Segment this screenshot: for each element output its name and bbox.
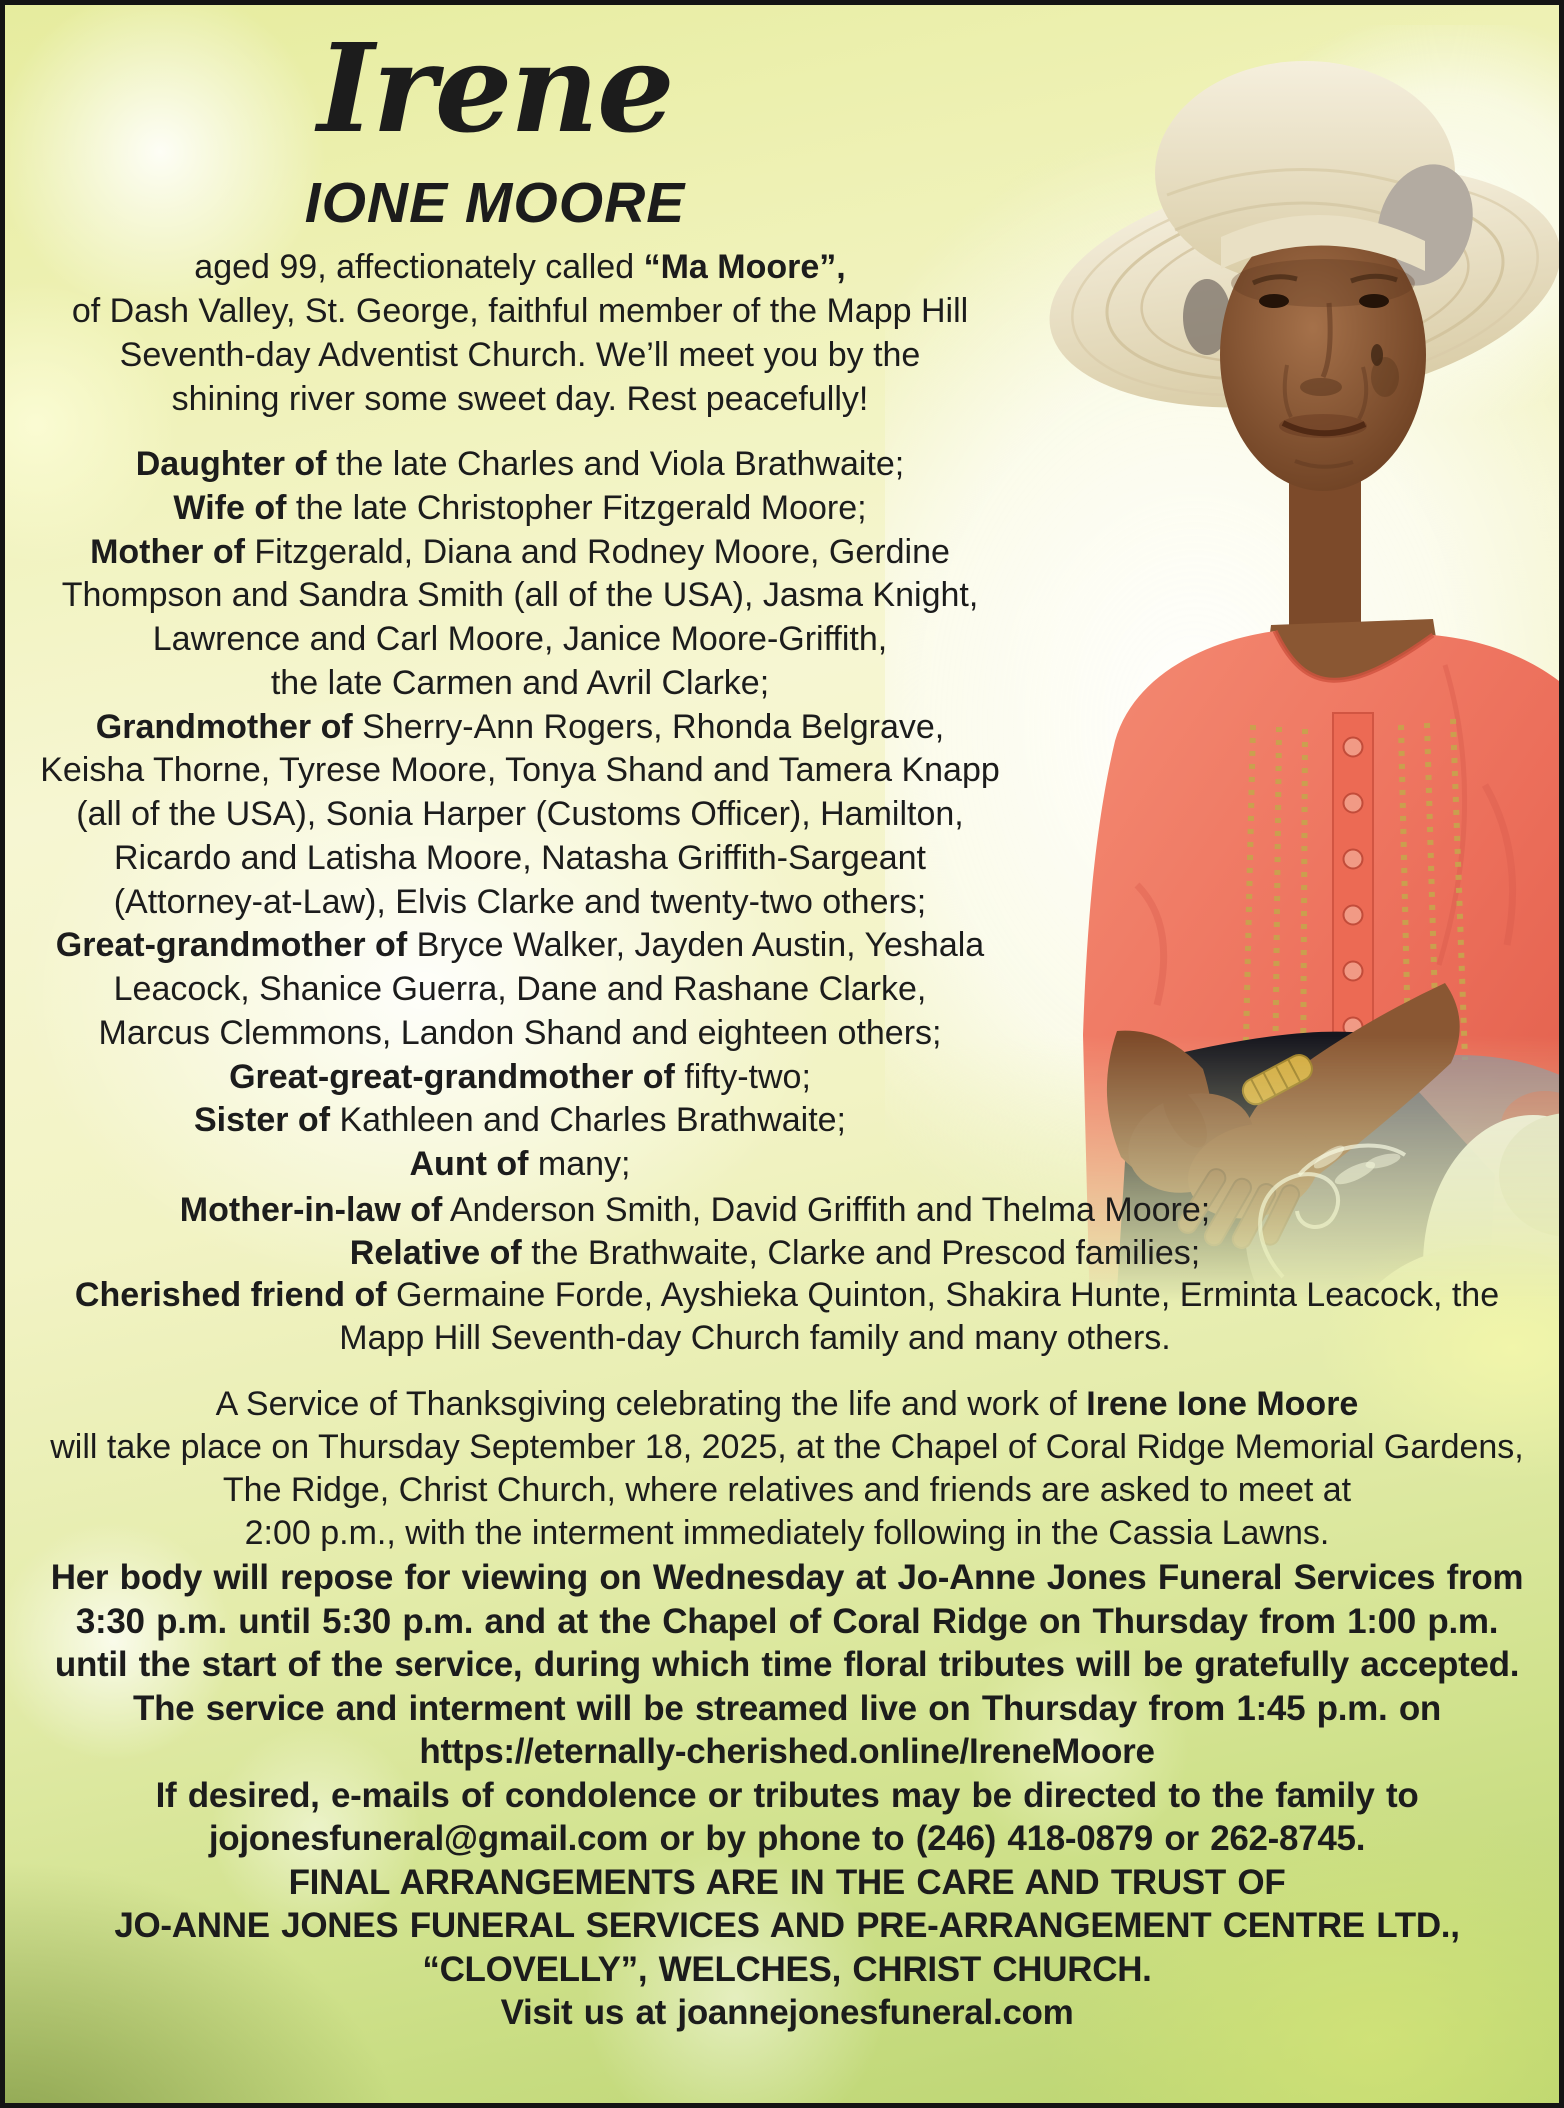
- intro-line: [40, 377, 1000, 421]
- family-line: Grandmother of Sherry-Ann Rogers, Rhonda Belgrave,: [95, 707, 945, 746]
- family-line: (Attorney-at-Law), Elvis Clarke and twenty-two others;: [113, 882, 927, 921]
- service-line: will take place on Thursday September 18, 2025, at the Chapel of Coral Ridge Memorial Gardens,: [50, 1428, 1524, 1466]
- family-line-wide: Mother-in-law of Anderson Smith, David Griffith and Thelma Moore;: [179, 1191, 1211, 1229]
- closing-line: FINAL ARRANGEMENTS ARE IN THE CARE AND TRUST OF: [288, 1862, 1286, 1902]
- family-line-wide: Mapp Hill Seventh-day Church family and many others.: [339, 1319, 1171, 1357]
- funeral-home-name: JO-ANNE JONES FUNERAL SERVICES AND PRE-ARRANGEMENT CENTRE LTD.,: [114, 1906, 1460, 1945]
- nickname-text: “Ma Moore”,: [643, 248, 846, 286]
- family-line: Thompson and Sandra Smith (all of the USA), Jasma Knight,: [61, 576, 979, 615]
- face: [1220, 215, 1426, 491]
- intro-text: aged 99, affectionately called: [194, 248, 644, 286]
- family-line: Sister of Kathleen and Charles Brathwaite;: [193, 1101, 847, 1140]
- closing-line: 3:30 p.m. until 5:30 p.m. and at the Chapel of Coral Ridge on Thursday from 1:00 p.m.: [75, 1601, 1499, 1641]
- family-line: Mother of Fitzgerald, Diana and Rodney Moore, Gerdine: [90, 532, 950, 571]
- family-line: (all of the USA), Sonia Harper (Customs Officer), Hamilton,: [76, 795, 964, 833]
- family-line: Daughter of the late Charles and Viola Brathwaite;: [135, 445, 905, 483]
- intro-paragraph: [40, 245, 1000, 421]
- service-line: The Ridge, Christ Church, where relatives and friends are asked to meet at: [222, 1471, 1352, 1509]
- family-line-wide: Cherished friend of Germaine Forde, Ayshieka Quinton, Shakira Hunte, Erminta Leacock, the: [74, 1276, 1500, 1314]
- first-name-title: Irene: [317, 16, 673, 160]
- family-line: Ricardo and Latisha Moore, Natasha Griffith-Sargeant: [113, 838, 927, 877]
- intro-text: shining river some sweet day. Rest peacefully!: [171, 380, 869, 418]
- closing-line: Her body will repose for viewing on Wednesday at Jo-Anne Jones Funeral Services from: [50, 1558, 1524, 1597]
- intro-line: [40, 245, 1000, 289]
- intro-text: Seventh-day Adventist Church. We’ll meet you by the: [119, 336, 921, 374]
- family-line: Great-grandmother of Bryce Walker, Jayden Austin, Yeshala: [55, 926, 985, 965]
- family-line: the late Carmen and Avril Clarke;: [270, 663, 770, 702]
- arrangements-block: [27, 1556, 1547, 2035]
- family-line: Wife of the late Christopher Fitzgerald Moore;: [173, 488, 867, 527]
- service-line: 2:00 p.m., with the interment immediately following in the Cassia Lawns.: [244, 1514, 1330, 1552]
- family-line: Great-great-grandmother of fifty-two;: [229, 1057, 811, 1096]
- closing-line: If desired, e-mails of condolence or tributes may be directed to the family to: [155, 1775, 1419, 1815]
- intro-line: [40, 333, 1000, 377]
- funeral-home-address: “CLOVELLY”, WELCHES, CHRIST CHURCH.: [422, 1949, 1152, 1989]
- full-name-title: IONE MOORE: [304, 171, 686, 235]
- family-line: Leacock, Shanice Guerra, Dane and Rashane Clarke,: [113, 970, 927, 1008]
- closing-line: The service and interment will be streamed live on Thursday from 1:45 p.m. on: [133, 1688, 1441, 1728]
- family-line: Lawrence and Carl Moore, Janice Moore-Griffith,: [152, 620, 888, 658]
- service-announcement: [27, 1383, 1547, 1555]
- intro-line: [40, 289, 1000, 333]
- right-eye: [1359, 294, 1389, 308]
- family-relations: [40, 443, 1000, 1187]
- family-line: Keisha Thorne, Tyrese Moore, Tonya Shand and Tamera Knapp: [40, 751, 1000, 790]
- family-line: Marcus Clemmons, Landon Shand and eighteen others;: [98, 1013, 942, 1052]
- intro-text: of Dash Valley, St. George, faithful member of the Mapp Hill: [71, 292, 969, 330]
- family-line-wide: Relative of the Brathwaite, Clarke and Prescod families;: [349, 1234, 1201, 1272]
- left-eye: [1259, 294, 1289, 308]
- service-line: A Service of Thanksgiving celebrating the life and work of Irene Ione Moore: [215, 1385, 1359, 1423]
- family-line: Aunt of many;: [409, 1145, 631, 1183]
- contact-line: jojonesfuneral@gmail.com or by phone to (246) 418-0879 or 262-8745.: [208, 1819, 1366, 1858]
- website-line: Visit us at joannejonesfuneral.com: [500, 1993, 1074, 2032]
- closing-line: until the start of the service, during which time floral tributes will be gratefully accepted.: [54, 1645, 1520, 1684]
- stream-url-text: https://eternally-cherished.online/IreneMoore: [419, 1732, 1155, 1771]
